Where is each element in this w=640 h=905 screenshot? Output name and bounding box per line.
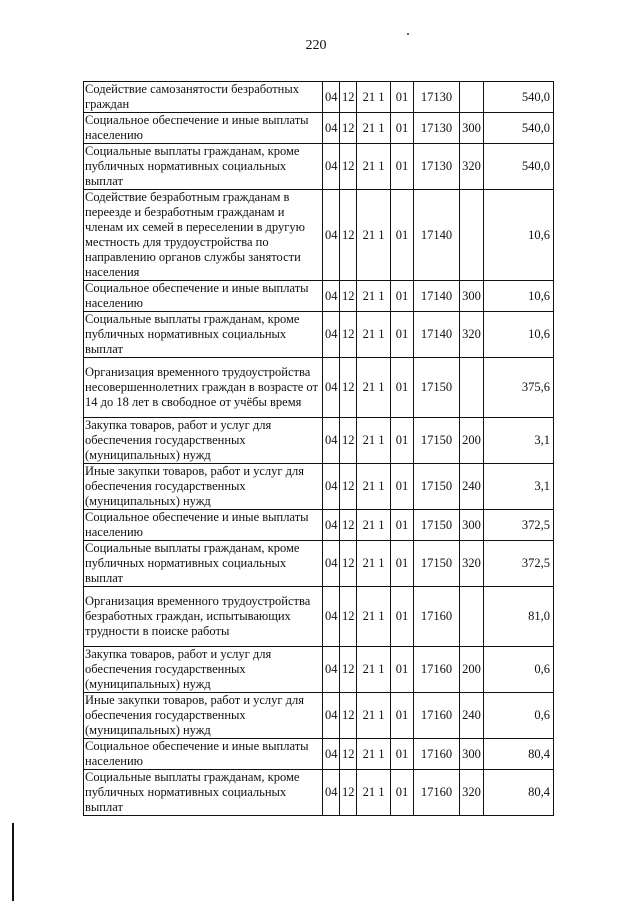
expense-direction-code: 17160 <box>414 693 460 739</box>
table-row <box>84 510 554 541</box>
subprogram-code: 01 <box>391 113 414 144</box>
expense-direction-code: 17150 <box>414 358 460 418</box>
expense-direction-code: 17130 <box>414 82 460 113</box>
program-code: 21 1 <box>357 82 391 113</box>
subsection-code: 12 <box>340 281 357 312</box>
section-code: 04 <box>323 693 340 739</box>
subprogram-code: 01 <box>391 510 414 541</box>
section-code: 04 <box>323 739 340 770</box>
row-description: Социальное обеспечение и иные выплаты населению <box>84 113 323 144</box>
table-row <box>84 587 554 647</box>
row-description: Социальные выплаты гражданам, кроме публичных нормативных социальных выплат <box>84 144 323 190</box>
expense-direction-code: 17150 <box>414 541 460 587</box>
expense-type-code: 320 <box>460 144 484 190</box>
expense-direction-code: 17160 <box>414 770 460 816</box>
program-code: 21 1 <box>357 739 391 770</box>
program-code: 21 1 <box>357 190 391 281</box>
expense-direction-code: 17140 <box>414 281 460 312</box>
expense-type-code <box>460 190 484 281</box>
subprogram-code: 01 <box>391 144 414 190</box>
section-code: 04 <box>323 464 340 510</box>
section-code: 04 <box>323 281 340 312</box>
program-code: 21 1 <box>357 647 391 693</box>
row-description: Закупка товаров, работ и услуг для обеспечения государственных (муниципальных) нужд <box>84 647 323 693</box>
subsection-code: 12 <box>340 418 357 464</box>
row-description: Содействие безработным гражданам в переезде и безработным гражданам и членам их семей в переселении в другую местность для трудоустройства по направлению органов службы занятости населения <box>84 190 323 281</box>
section-code: 04 <box>323 510 340 541</box>
expense-direction-code: 17150 <box>414 418 460 464</box>
expense-type-code <box>460 587 484 647</box>
program-code: 21 1 <box>357 541 391 587</box>
subsection-code: 12 <box>340 587 357 647</box>
table-row <box>84 190 554 281</box>
program-code: 21 1 <box>357 510 391 541</box>
subprogram-code: 01 <box>391 647 414 693</box>
subsection-code: 12 <box>340 144 357 190</box>
program-code: 21 1 <box>357 312 391 358</box>
subsection-code: 12 <box>340 693 357 739</box>
amount: 540,0 <box>484 113 554 144</box>
subprogram-code: 01 <box>391 312 414 358</box>
subsection-code: 12 <box>340 190 357 281</box>
expense-direction-code: 17150 <box>414 464 460 510</box>
amount: 80,4 <box>484 739 554 770</box>
amount: 375,6 <box>484 358 554 418</box>
subsection-code: 12 <box>340 113 357 144</box>
amount: 0,6 <box>484 647 554 693</box>
subprogram-code: 01 <box>391 82 414 113</box>
section-code: 04 <box>323 541 340 587</box>
subprogram-code: 01 <box>391 693 414 739</box>
program-code: 21 1 <box>357 113 391 144</box>
expense-direction-code: 17130 <box>414 113 460 144</box>
expense-type-code <box>460 82 484 113</box>
table-row <box>84 541 554 587</box>
amount: 81,0 <box>484 587 554 647</box>
table-row <box>84 418 554 464</box>
budget-table <box>83 81 554 816</box>
amount: 372,5 <box>484 541 554 587</box>
subsection-code: 12 <box>340 82 357 113</box>
amount: 10,6 <box>484 190 554 281</box>
section-code: 04 <box>323 82 340 113</box>
amount: 10,6 <box>484 281 554 312</box>
expense-direction-code: 17130 <box>414 144 460 190</box>
amount: 3,1 <box>484 418 554 464</box>
section-code: 04 <box>323 770 340 816</box>
section-code: 04 <box>323 312 340 358</box>
expense-direction-code: 17150 <box>414 510 460 541</box>
row-description: Иные закупки товаров, работ и услуг для обеспечения государственных (муниципальных) нужд <box>84 693 323 739</box>
subsection-code: 12 <box>340 770 357 816</box>
amount: 372,5 <box>484 510 554 541</box>
section-code: 04 <box>323 418 340 464</box>
program-code: 21 1 <box>357 418 391 464</box>
section-code: 04 <box>323 190 340 281</box>
subsection-code: 12 <box>340 647 357 693</box>
table-body <box>84 82 554 816</box>
subsection-code: 12 <box>340 541 357 587</box>
amount: 80,4 <box>484 770 554 816</box>
table-row <box>84 770 554 816</box>
row-description: Социальные выплаты гражданам, кроме публичных нормативных социальных выплат <box>84 541 323 587</box>
subprogram-code: 01 <box>391 190 414 281</box>
expense-type-code: 300 <box>460 281 484 312</box>
expense-type-code: 200 <box>460 647 484 693</box>
expense-type-code: 240 <box>460 693 484 739</box>
program-code: 21 1 <box>357 587 391 647</box>
table-row <box>84 739 554 770</box>
page-number: 220 <box>305 38 327 53</box>
subsection-code: 12 <box>340 739 357 770</box>
expense-direction-code: 17140 <box>414 190 460 281</box>
subsection-code: 12 <box>340 358 357 418</box>
row-description: Организация временного трудоустройства несовершеннолетних граждан в возрасте от 14 до 18 лет в свободное от учёбы время <box>84 358 323 418</box>
subprogram-code: 01 <box>391 281 414 312</box>
subprogram-code: 01 <box>391 418 414 464</box>
subsection-code: 12 <box>340 510 357 541</box>
table-row <box>84 358 554 418</box>
row-description: Социальные выплаты гражданам, кроме публичных нормативных социальных выплат <box>84 312 323 358</box>
amount: 540,0 <box>484 144 554 190</box>
margin-mark <box>12 823 14 901</box>
subprogram-code: 01 <box>391 739 414 770</box>
section-code: 04 <box>323 358 340 418</box>
expense-type-code: 320 <box>460 541 484 587</box>
row-description: Социальные выплаты гражданам, кроме публичных нормативных социальных выплат <box>84 770 323 816</box>
amount: 10,6 <box>484 312 554 358</box>
amount: 540,0 <box>484 82 554 113</box>
section-code: 04 <box>323 144 340 190</box>
section-code: 04 <box>323 113 340 144</box>
program-code: 21 1 <box>357 281 391 312</box>
subprogram-code: 01 <box>391 464 414 510</box>
section-code: 04 <box>323 647 340 693</box>
program-code: 21 1 <box>357 464 391 510</box>
expense-direction-code: 17160 <box>414 739 460 770</box>
row-description: Социальное обеспечение и иные выплаты населению <box>84 739 323 770</box>
subsection-code: 12 <box>340 312 357 358</box>
scan-speck <box>407 33 409 35</box>
table-row <box>84 312 554 358</box>
section-code: 04 <box>323 587 340 647</box>
subsection-code: 12 <box>340 464 357 510</box>
expense-type-code: 300 <box>460 739 484 770</box>
subprogram-code: 01 <box>391 541 414 587</box>
expense-direction-code: 17140 <box>414 312 460 358</box>
table-row <box>84 464 554 510</box>
subprogram-code: 01 <box>391 358 414 418</box>
table-row <box>84 82 554 113</box>
program-code: 21 1 <box>357 358 391 418</box>
row-description: Содействие самозанятости безработных граждан <box>84 82 323 113</box>
program-code: 21 1 <box>357 770 391 816</box>
row-description: Закупка товаров, работ и услуг для обеспечения государственных (муниципальных) нужд <box>84 418 323 464</box>
row-description: Организация временного трудоустройства безработных граждан, испытывающих трудности в поиске работы <box>84 587 323 647</box>
expense-type-code: 320 <box>460 312 484 358</box>
expense-type-code: 240 <box>460 464 484 510</box>
expense-direction-code: 17160 <box>414 587 460 647</box>
expense-type-code: 320 <box>460 770 484 816</box>
table-row <box>84 693 554 739</box>
expense-type-code: 300 <box>460 510 484 541</box>
row-description: Социальное обеспечение и иные выплаты населению <box>84 510 323 541</box>
table-row <box>84 144 554 190</box>
expense-type-code: 200 <box>460 418 484 464</box>
table-row <box>84 113 554 144</box>
expense-type-code: 300 <box>460 113 484 144</box>
expense-direction-code: 17160 <box>414 647 460 693</box>
program-code: 21 1 <box>357 144 391 190</box>
row-description: Социальное обеспечение и иные выплаты населению <box>84 281 323 312</box>
subprogram-code: 01 <box>391 587 414 647</box>
amount: 0,6 <box>484 693 554 739</box>
subprogram-code: 01 <box>391 770 414 816</box>
table-row <box>84 281 554 312</box>
row-description: Иные закупки товаров, работ и услуг для обеспечения государственных (муниципальных) нужд <box>84 464 323 510</box>
program-code: 21 1 <box>357 693 391 739</box>
table-row <box>84 647 554 693</box>
amount: 3,1 <box>484 464 554 510</box>
expense-type-code <box>460 358 484 418</box>
